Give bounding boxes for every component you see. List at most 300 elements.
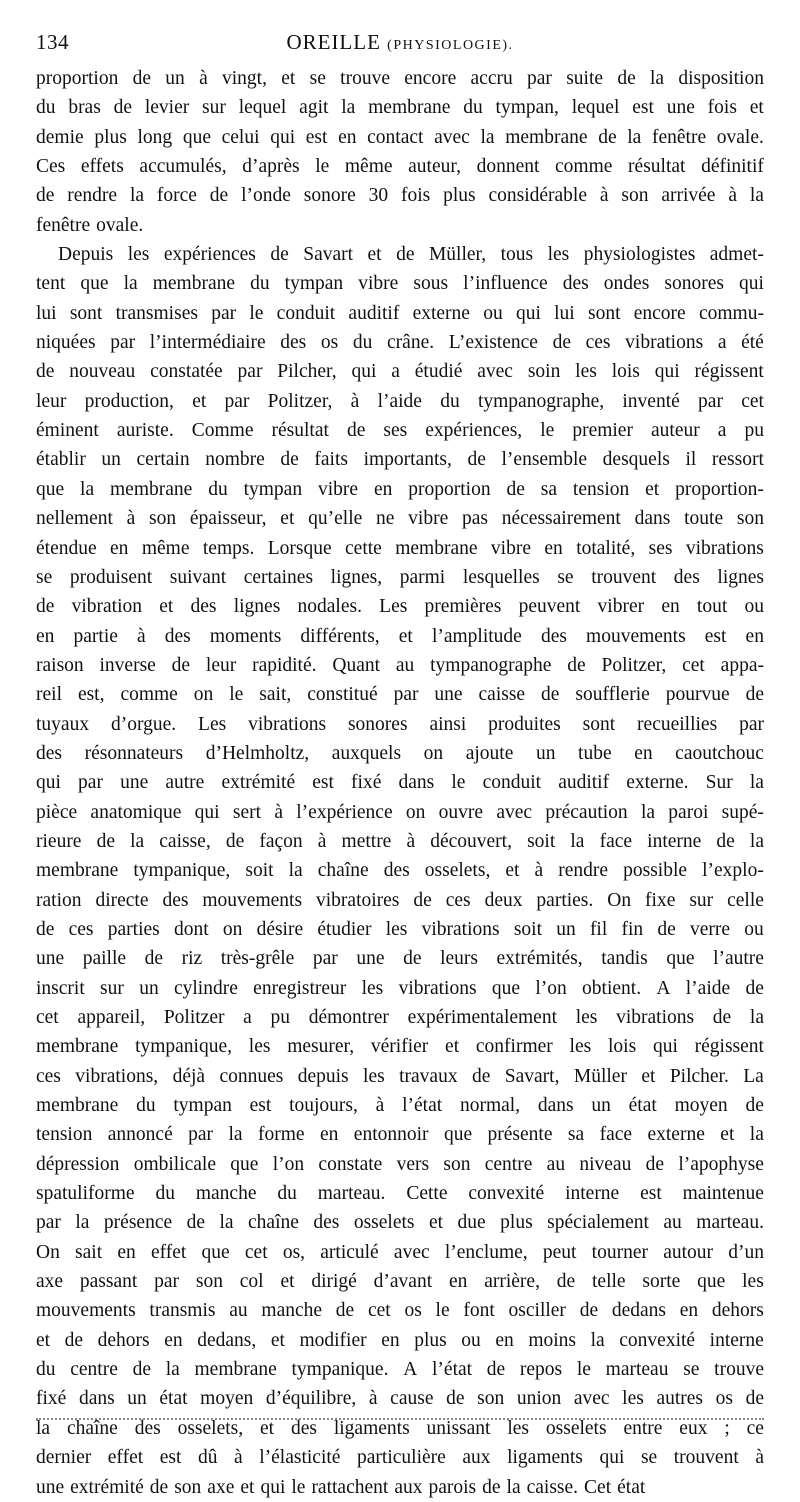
word: de <box>413 889 432 911</box>
word: autour <box>663 1241 714 1263</box>
word: toute <box>684 508 724 530</box>
word: la <box>288 860 303 882</box>
text-line <box>36 475 764 504</box>
word: au <box>546 1153 566 1175</box>
word: du <box>136 1095 156 1117</box>
word: constitué <box>307 684 378 706</box>
word: et <box>641 1065 656 1087</box>
word: osselets <box>353 1212 415 1234</box>
word: ou <box>483 302 503 324</box>
word: tympanographe, <box>477 390 605 412</box>
word: vibre <box>358 273 399 295</box>
word: des <box>134 1417 161 1439</box>
word: membrane <box>110 478 193 500</box>
text-line <box>36 211 764 240</box>
word: Quant <box>332 654 381 676</box>
word: que <box>443 1124 473 1146</box>
word: desquels <box>602 449 670 471</box>
word: effets <box>80 156 124 178</box>
word: sur <box>202 97 226 119</box>
word: fois <box>707 97 737 119</box>
word: par <box>393 684 419 706</box>
word: se <box>557 566 574 588</box>
word: celui <box>221 126 260 148</box>
word: force <box>156 185 197 207</box>
word: présence <box>103 1212 173 1234</box>
word: auteur, <box>408 156 461 178</box>
word: avec <box>477 361 513 383</box>
word: auteur <box>651 420 700 442</box>
word: verre <box>690 918 731 940</box>
word: des <box>673 566 700 588</box>
word: premier <box>572 420 633 442</box>
text-line <box>36 299 764 328</box>
word: sorte <box>642 1271 681 1293</box>
word: spécialement <box>547 1212 649 1234</box>
text-line <box>36 1032 764 1061</box>
word: vingt, <box>222 68 267 89</box>
word: vibrations, <box>75 1065 159 1087</box>
word: une <box>120 772 149 794</box>
word: leurs <box>440 948 478 970</box>
word: tympan <box>243 478 303 500</box>
word: qui <box>739 273 764 295</box>
word: l’influence <box>463 273 548 295</box>
word: de <box>506 478 525 500</box>
word: l’ensemble <box>501 449 588 471</box>
word: la <box>749 185 764 207</box>
word: nombre <box>205 449 265 471</box>
word: on <box>405 801 426 823</box>
word: enregistreur <box>253 977 347 999</box>
word: son <box>174 1476 202 1498</box>
word: due <box>457 1212 486 1234</box>
word: sous <box>413 273 449 295</box>
word: mettre <box>341 830 392 852</box>
word: fil <box>589 918 608 940</box>
word: de <box>552 332 571 354</box>
word: une <box>356 948 385 970</box>
word: la <box>228 1124 243 1146</box>
word: interne <box>709 1329 764 1351</box>
word: ainsi <box>429 713 467 735</box>
word: dans <box>78 1388 115 1410</box>
word: ou <box>744 918 764 940</box>
word: la <box>749 772 764 794</box>
word: avec <box>434 126 470 148</box>
word: celle <box>727 889 764 911</box>
word: fenêtre <box>651 126 707 148</box>
word: dehors <box>97 1329 150 1351</box>
word: conduit <box>482 772 542 794</box>
word: vibrations <box>616 1007 695 1028</box>
text-line <box>36 123 764 152</box>
word: et <box>280 508 295 530</box>
word: ne <box>376 508 395 530</box>
word: du <box>463 97 483 119</box>
word: à <box>406 830 416 852</box>
word: depuis <box>297 1065 349 1087</box>
text-line <box>36 93 764 122</box>
word: une <box>434 684 463 706</box>
word: se <box>36 566 53 588</box>
word: cet <box>682 654 705 676</box>
word: de <box>579 1300 599 1322</box>
word: la <box>75 1212 90 1234</box>
word: os <box>404 1300 422 1322</box>
text-line <box>36 1179 764 1208</box>
word: sont <box>587 302 621 324</box>
word: de <box>113 97 133 119</box>
word: mouvements <box>202 889 303 911</box>
word: de <box>745 1388 764 1410</box>
word: moments <box>209 625 282 647</box>
word: un <box>101 449 121 471</box>
word: appareil, <box>77 1007 146 1028</box>
word: La <box>743 1065 764 1087</box>
word: pas <box>462 508 488 530</box>
word: avec <box>496 801 533 823</box>
text-line <box>36 798 764 827</box>
word: à <box>136 625 146 647</box>
word: vibrations <box>625 332 704 354</box>
word: du <box>352 332 373 354</box>
word: est <box>704 625 727 647</box>
text-line <box>36 1238 764 1267</box>
word: même <box>141 537 190 559</box>
word: par <box>110 332 136 354</box>
text-line <box>36 1473 764 1502</box>
word: de <box>567 654 586 676</box>
word: ce <box>746 1417 764 1439</box>
word: Pilcher. <box>669 1065 729 1087</box>
word: tube <box>578 742 612 764</box>
word: de <box>745 1095 764 1117</box>
word: parties <box>107 918 160 940</box>
word: encore <box>633 302 686 324</box>
word: l’état <box>402 1095 443 1117</box>
word: par <box>224 390 250 412</box>
word: dû <box>197 1447 218 1469</box>
word: cette <box>345 537 382 559</box>
word: sont <box>69 302 103 324</box>
word: directe <box>95 889 149 911</box>
word: par <box>739 713 764 735</box>
word: à <box>599 185 609 207</box>
word: auriste. <box>116 420 174 442</box>
word: par <box>527 68 552 89</box>
word: le <box>435 1300 450 1322</box>
word: sait, <box>259 684 292 706</box>
word: Cette <box>406 1183 448 1205</box>
text-line <box>36 152 764 181</box>
word: au <box>663 1212 682 1234</box>
word: caisse <box>478 684 526 706</box>
word: les <box>385 918 408 940</box>
word: les <box>622 1388 644 1410</box>
word: extrémité <box>221 772 296 794</box>
word: l’expérience <box>296 801 393 823</box>
word: qui <box>654 361 680 383</box>
word: obtient. <box>582 977 642 999</box>
word: arrière, <box>484 1271 540 1293</box>
word: certain <box>136 449 190 471</box>
word: Sur <box>705 772 733 794</box>
word: découvert, <box>430 830 512 852</box>
word: faits <box>314 449 348 471</box>
word: cylindre <box>173 977 238 999</box>
word: la <box>36 1417 51 1439</box>
word: transmises <box>115 302 198 324</box>
word: le <box>540 420 555 442</box>
word: son <box>477 1388 505 1410</box>
word: de <box>132 1359 151 1381</box>
word: des <box>313 1212 340 1234</box>
word: la <box>506 1476 521 1498</box>
word: proportion <box>36 68 119 89</box>
word: rapidité. <box>252 654 317 676</box>
word: état <box>159 1388 188 1410</box>
word: membrane <box>368 97 451 119</box>
word: plus <box>500 1212 533 1234</box>
word: étendue <box>36 537 97 559</box>
word: connues <box>219 1065 284 1087</box>
word: marteau. <box>696 1212 764 1234</box>
word: entre <box>623 1417 663 1439</box>
text-line <box>36 416 764 445</box>
word: membrane <box>194 1359 277 1381</box>
word: de <box>745 977 764 999</box>
word: tympanographe <box>430 654 552 676</box>
word: union <box>516 1388 562 1410</box>
word: qui <box>260 1476 286 1498</box>
word: son <box>443 1153 471 1175</box>
word: des <box>190 596 217 618</box>
word: peut <box>542 1241 577 1263</box>
word: nouveau <box>69 361 136 383</box>
word: produisent <box>69 566 153 588</box>
word: osciller <box>508 1300 566 1322</box>
word: ombilicale <box>133 1153 216 1175</box>
word: lignes <box>717 566 764 588</box>
word: à <box>274 801 283 823</box>
word: de <box>270 244 289 266</box>
word: démontrer <box>308 1007 389 1028</box>
word: état <box>617 1476 646 1498</box>
word: la <box>590 1329 605 1351</box>
text-line <box>36 974 764 1003</box>
word: et <box>749 97 764 119</box>
word: vérifier <box>370 1036 429 1058</box>
word: l’autre <box>713 948 764 970</box>
bottom-rule <box>36 1418 764 1420</box>
word: d’orgue. <box>110 713 177 735</box>
word: convexité <box>468 1183 545 1205</box>
word: l’état <box>432 1359 473 1381</box>
word: Müller, <box>428 244 487 266</box>
word: que <box>230 1153 259 1175</box>
word: Les <box>379 596 408 618</box>
word: est <box>312 772 334 794</box>
word: étudier <box>317 918 372 940</box>
word: la <box>129 185 145 207</box>
word: travaux <box>399 1065 458 1087</box>
word: conduit <box>276 302 336 324</box>
word: d’après <box>242 156 300 178</box>
word: du <box>36 1359 56 1381</box>
text-line <box>36 1267 764 1296</box>
word: accumulés, <box>139 156 227 178</box>
word: les <box>575 1007 598 1028</box>
word: dedans, <box>197 1329 257 1351</box>
word: trouve <box>714 1359 764 1381</box>
word: nodales. <box>297 596 362 618</box>
word: l’amplitude <box>431 625 522 647</box>
word: en <box>117 1241 136 1263</box>
word: inscrit <box>36 977 85 999</box>
word: en <box>381 1329 400 1351</box>
word: de <box>541 684 560 706</box>
word: arrivée <box>661 185 716 207</box>
word: ; <box>724 1417 730 1439</box>
word: auditif <box>348 302 400 324</box>
word: qu’elle <box>308 508 363 530</box>
word: lois <box>611 361 640 383</box>
word: la <box>130 830 145 852</box>
word: sonores <box>664 273 724 295</box>
word: à <box>375 1095 385 1117</box>
word: interne <box>565 1183 620 1205</box>
word: encore <box>404 68 457 89</box>
word: déjà <box>172 1065 206 1087</box>
word: désire <box>256 918 304 940</box>
word: des <box>280 332 307 354</box>
word: à <box>368 1388 378 1410</box>
word: L’existence <box>448 332 538 354</box>
word: membrane <box>36 1095 119 1117</box>
word: est <box>632 97 654 119</box>
word: de <box>335 1300 355 1322</box>
word: de <box>467 449 486 471</box>
word: autre <box>165 772 205 794</box>
word: ajoute <box>465 742 514 764</box>
word: marteau. <box>317 1183 386 1205</box>
word: de <box>36 596 55 618</box>
word: en <box>164 1329 183 1351</box>
word: vibrer <box>597 596 645 618</box>
word: qui <box>351 361 377 383</box>
word: sonores <box>347 713 408 735</box>
word: en <box>745 625 764 647</box>
word: axe <box>36 1271 64 1293</box>
word: l’onde <box>241 185 291 207</box>
text-line <box>36 269 764 298</box>
word: que <box>182 126 211 148</box>
word: une <box>36 1476 65 1498</box>
word: et <box>720 1124 735 1146</box>
word: A <box>656 977 671 999</box>
word: membrane <box>505 126 588 148</box>
word: de <box>225 830 245 852</box>
word: fenêtre <box>36 214 91 236</box>
word: Cet <box>584 1476 612 1498</box>
word: de <box>716 830 735 852</box>
word: plus <box>414 1329 447 1351</box>
word: par <box>312 948 338 970</box>
word: que <box>666 948 695 970</box>
word: en <box>661 596 680 618</box>
word: a <box>391 361 400 383</box>
word: que <box>36 478 65 500</box>
word: vibration <box>71 596 143 618</box>
word: Comme <box>191 420 254 442</box>
word: comme <box>555 156 613 178</box>
word: rieure <box>36 830 82 852</box>
word: de <box>64 1329 84 1351</box>
word: Pilcher, <box>277 361 337 383</box>
word: et <box>270 1329 285 1351</box>
word: A <box>403 1359 418 1381</box>
word: accru <box>470 68 513 89</box>
text-line <box>36 1208 764 1237</box>
word: extrémité <box>70 1476 144 1498</box>
word: ligaments <box>333 1417 410 1439</box>
word: auxquels <box>331 742 402 764</box>
word: établir <box>36 449 86 471</box>
word: chaîne <box>248 1212 299 1234</box>
word: qui <box>270 126 296 148</box>
word: de <box>403 948 422 970</box>
running-title-main: OREILLE <box>286 30 381 54</box>
word: et <box>428 1212 444 1234</box>
word: par <box>188 1124 214 1146</box>
text-line <box>36 357 764 386</box>
word: de <box>471 1065 491 1087</box>
word: que <box>80 273 109 295</box>
word: des <box>562 273 589 295</box>
word: la <box>123 273 138 295</box>
word: au <box>229 1300 248 1322</box>
word: l’aide <box>377 390 422 412</box>
word: l’enclume, <box>444 1241 528 1263</box>
word: dirigé <box>311 1271 357 1293</box>
word: physiologistes <box>583 244 696 266</box>
word: ces <box>36 1065 61 1087</box>
word: de <box>36 361 55 383</box>
word: tent <box>36 273 66 295</box>
text-line <box>36 445 764 474</box>
word: dans <box>634 508 671 530</box>
word: un <box>127 1388 147 1410</box>
word: en <box>373 478 393 500</box>
word: Savart, <box>504 1065 560 1087</box>
word: chaîne <box>66 1417 118 1439</box>
word: avec <box>393 1241 430 1263</box>
word: osselets, <box>424 860 491 882</box>
word: dehors <box>711 1300 764 1322</box>
word: tandis <box>601 948 648 970</box>
word: à <box>126 508 136 530</box>
word: moyen <box>200 1388 254 1410</box>
word: a <box>717 420 727 442</box>
word: à <box>234 1447 243 1469</box>
word: de <box>482 1476 501 1498</box>
text-line <box>36 827 764 856</box>
word: trouvent <box>591 566 657 588</box>
word: unissant <box>426 1417 491 1439</box>
word: de <box>346 420 366 442</box>
word: cet <box>367 1300 391 1322</box>
